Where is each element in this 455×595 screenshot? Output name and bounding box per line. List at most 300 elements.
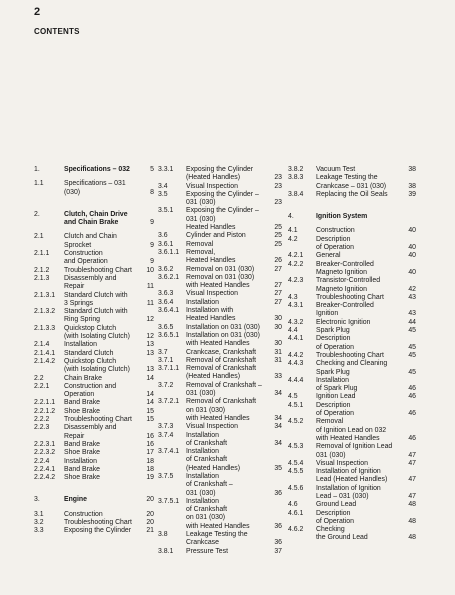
toc-entry-title: Removal of Ignition Lead on 032 with Heated Handles — [316, 418, 387, 442]
toc-entry — [288, 319, 416, 327]
toc-entry-title: Quickstop Clutch (with Isolating Clutch) — [64, 357, 130, 374]
toc-entry-title: Removal — [186, 240, 214, 248]
toc-entry-page: 31 — [274, 356, 282, 364]
toc-entry — [288, 377, 416, 394]
toc-entry-number: 2. — [34, 210, 40, 218]
toc-entry — [288, 236, 416, 253]
toc-entry — [288, 294, 416, 302]
toc-entry — [34, 416, 154, 424]
toc-entry-number: 2.1.1 — [34, 250, 50, 258]
toc-entry-number: 2.2.1.1 — [34, 399, 56, 407]
toc-entry-number: 2.1.4 — [34, 341, 50, 349]
toc-entry-title: Band Brake — [64, 399, 101, 407]
toc-entry-number: 1.1 — [34, 180, 44, 188]
toc-entry-page: 11 — [146, 299, 154, 307]
toc-entry — [158, 191, 282, 208]
toc-entry-page: 43 — [408, 293, 416, 301]
toc-entry-number: 3.3.1 — [158, 166, 174, 173]
toc-entry — [288, 252, 416, 260]
toc-entry-title: Troubleshooting Chart — [316, 351, 384, 359]
toc-entry-number: 2.1.3.2 — [34, 308, 56, 316]
toc-entry — [158, 548, 282, 556]
toc-entry-title: Standard Clutch — [64, 349, 114, 357]
toc-entry-title: Visual Inspection — [316, 459, 368, 467]
toc-entry-title: Spark Plug — [316, 327, 350, 335]
toc-entry-number: 3.5.1 — [158, 207, 174, 215]
toc-entry-page: 46 — [408, 385, 416, 393]
toc-entry-number: 2.1.4.1 — [34, 349, 56, 357]
toc-entry — [288, 191, 416, 199]
toc-entry — [34, 441, 154, 449]
toc-entry — [158, 307, 282, 324]
toc-entry — [34, 250, 154, 267]
toc-entry — [158, 432, 282, 449]
toc-entry-number: 3. — [34, 496, 40, 504]
toc-entry-title: Leakage Testing the Crankcase — [186, 531, 248, 547]
toc-entry-title: Removal of Crankshaft (Heated Handles) — [186, 365, 257, 381]
toc-entry — [34, 375, 154, 383]
toc-entry — [288, 335, 416, 352]
toc-entry-page: 45 — [408, 351, 416, 359]
toc-entry-number: 4.5.5 — [288, 468, 304, 476]
toc-entry-number: 3.8.1 — [158, 547, 174, 555]
toc-entry-title: Vacuum Test — [316, 166, 356, 173]
toc-entry-page: 13 — [146, 366, 154, 374]
toc-column-1 — [34, 166, 154, 536]
toc-entry — [158, 357, 282, 365]
toc-entry-title: Leakage Testing the Crankcase – 031 (030) — [316, 174, 387, 190]
toc-entry-title: Installation of Crankshaft — [186, 431, 227, 447]
toc-entry — [288, 402, 416, 419]
toc-entry-title: Exposing the Cylinder – 031 (030) Heated Handles — [186, 207, 259, 232]
toc-entry-number: 3.7.4.1 — [158, 448, 180, 456]
toc-entry — [288, 327, 416, 335]
toc-entry-page: 47 — [408, 459, 416, 467]
toc-entry-number: 3.6.2.1 — [158, 273, 180, 281]
toc-entry — [288, 360, 416, 377]
toc-entry-number: 4.4.2 — [288, 351, 304, 359]
toc-entry — [288, 261, 416, 278]
toc-entry-number: 4.5.3 — [288, 443, 304, 451]
toc-entry-title: Exposing the Cylinder – 031 (030) — [186, 190, 259, 207]
toc-entry — [34, 399, 154, 407]
toc-entry-number: 3.8.3 — [288, 174, 304, 182]
toc-entry-number: 4.5 — [288, 393, 298, 401]
toc-entry — [34, 519, 154, 527]
toc-entry — [288, 166, 416, 174]
toc-entry-number: 3.6.3 — [158, 290, 174, 298]
toc-entry-page: 45 — [408, 327, 416, 335]
toc-entry-page: 38 — [408, 182, 416, 190]
toc-entry — [288, 174, 416, 191]
toc-entry-number: 4.2 — [288, 235, 298, 243]
toc-entry-number: 2.2.1.2 — [34, 407, 56, 415]
toc-entry-number: 3.7.1 — [158, 356, 174, 364]
toc-entry — [158, 324, 282, 332]
toc-entry-number: 4.4.1 — [288, 335, 304, 343]
toc-entry-title: Installation — [186, 298, 219, 306]
toc-entry-number: 3.4 — [158, 182, 168, 190]
toc-entry — [34, 308, 154, 325]
toc-entry — [158, 166, 282, 183]
toc-entry — [288, 393, 416, 401]
toc-entry-number: 4.2.2 — [288, 260, 304, 268]
toc-entry-number: 3.3 — [34, 527, 44, 535]
toc-entry-number: 2.2.4.1 — [34, 465, 56, 473]
toc-entry-title: Clutch, Chain Drive and Chain Brake — [64, 210, 128, 227]
toc-entry-title: Electronic Ignition — [316, 318, 371, 326]
toc-entry — [288, 485, 416, 502]
toc-entry-page: 18 — [146, 457, 154, 465]
toc-entry-page: 34 — [274, 390, 282, 398]
toc-entry-title: Disassembly and Repair — [64, 424, 117, 440]
toc-entry-title: Exposing the Cylinder (Heated Handles) — [186, 166, 254, 182]
toc-entry-page: 36 — [274, 489, 282, 497]
toc-entry-page: 17 — [146, 449, 154, 457]
toc-entry-number: 4.5.4 — [288, 459, 304, 467]
toc-entry-number: 3.2 — [34, 518, 44, 526]
toc-entry-title: Visual Inspection — [186, 423, 238, 431]
toc-entry-page: 48 — [408, 517, 416, 525]
toc-entry-number: 2.2.4 — [34, 457, 50, 465]
toc-entry-page: 31 — [274, 348, 282, 356]
toc-entry-page: 36 — [274, 539, 282, 547]
toc-entry — [34, 211, 154, 228]
toc-entry-number: 3.7.5 — [158, 472, 174, 480]
toc-entry-number: 3.7.5.1 — [158, 497, 180, 505]
toc-entry-page: 30 — [274, 323, 282, 331]
toc-entry-page: 27 — [274, 265, 282, 273]
toc-entry-number: 4.6.2 — [288, 526, 304, 534]
toc-entry-title: Installation of Crankshaft on 031 (030) with Heated Handles — [186, 497, 250, 530]
toc-entry-number: 4.2.1 — [288, 252, 304, 260]
toc-entry-number: 3.6.4.1 — [158, 307, 180, 315]
toc-entry-title: Construction and Operation — [64, 382, 117, 399]
toc-entry-number: 3.6.4 — [158, 298, 174, 306]
toc-entry-title: Construction and Operation — [64, 250, 108, 266]
toc-entry-page: 26 — [274, 257, 282, 265]
toc-entry-number: 4.3.2 — [288, 318, 304, 326]
toc-entry — [158, 398, 282, 423]
toc-entry-number: 2.2.1 — [34, 382, 50, 390]
toc-entry-page: 45 — [408, 343, 416, 351]
toc-entry-title: Construction — [64, 510, 103, 518]
toc-entry — [158, 498, 282, 531]
toc-entry-number: 4.5.1 — [288, 401, 304, 409]
toc-entry — [158, 241, 282, 249]
toc-entry — [288, 213, 416, 221]
toc-entry — [288, 418, 416, 443]
toc-entry-title: Removal of Crankshaft – 031 (030) — [186, 381, 262, 398]
toc-entry-page: 15 — [146, 407, 154, 415]
toc-entry — [158, 473, 282, 498]
toc-entry-number: 2.2.3.2 — [34, 449, 56, 457]
toc-entry-number: 3.6.5 — [158, 323, 174, 331]
toc-entry-page: 30 — [274, 315, 282, 323]
toc-entry-page: 48 — [408, 534, 416, 542]
toc-entry — [158, 531, 282, 548]
toc-entry — [34, 408, 154, 416]
toc-entry-title: Specifications – 031 (030) — [64, 180, 126, 196]
toc-entry-number: 2.2.2 — [34, 416, 50, 424]
toc-entry-title: Removal of Crankshaft on 031 (030) with Heated Handles — [186, 398, 257, 422]
toc-entry — [34, 275, 154, 292]
toc-entry-title: Troubleshooting Chart — [64, 518, 132, 526]
toc-entry — [34, 383, 154, 400]
toc-entry-number: 3.6 — [158, 232, 168, 240]
toc-entry-title: Description of Operation — [316, 335, 354, 351]
toc-entry-title: Shoe Brake — [64, 474, 101, 482]
toc-entry — [34, 424, 154, 441]
toc-entry — [34, 350, 154, 358]
toc-entry-page: 8 — [150, 188, 154, 196]
toc-entry — [34, 474, 154, 482]
toc-entry-page: 40 — [408, 252, 416, 260]
toc-entry — [158, 290, 282, 298]
toc-entry-page: 34 — [274, 414, 282, 422]
toc-entry-number: 3.7.2 — [158, 381, 174, 389]
toc-entry-title: Installation — [64, 457, 97, 465]
toc-entry-title: Installation on 031 (030) — [186, 323, 260, 331]
toc-entry-title: Description of Operation — [316, 509, 354, 525]
toc-entry-page: 10 — [146, 266, 154, 274]
toc-entry-title: Installation on 031 (030) with Heated Handles — [186, 331, 260, 348]
toc-entry-page: 42 — [408, 285, 416, 293]
toc-entry-page: 16 — [146, 440, 154, 448]
toc-entry-page: 33 — [274, 373, 282, 381]
toc-column-2 — [158, 166, 282, 556]
toc-entry — [34, 358, 154, 375]
toc-column-3 — [288, 166, 416, 543]
toc-entry — [34, 292, 154, 309]
toc-entry-page: 23 — [274, 174, 282, 182]
toc-entry-page: 27 — [274, 290, 282, 298]
toc-entry-page: 23 — [274, 199, 282, 207]
toc-entry-page: 14 — [146, 391, 154, 399]
toc-entry-page: 9 — [150, 241, 154, 249]
toc-entry-title: Replacing the Oil Seals — [316, 190, 388, 198]
toc-entry-title: Exposing the Cylinder — [64, 527, 132, 535]
toc-entry-title: Breaker-Controlled Magneto Ignition — [316, 260, 374, 276]
toc-entry-number: 3.7 — [158, 348, 168, 356]
toc-entry-number: 2.1 — [34, 233, 44, 241]
toc-entry-number: 2.1.3 — [34, 274, 50, 282]
toc-entry — [34, 527, 154, 535]
toc-entry-page: 13 — [146, 341, 154, 349]
toc-entry-title: Specifications – 032 — [64, 166, 130, 173]
toc-entry-number: 2.2.3.1 — [34, 440, 56, 448]
toc-entry-page: 27 — [274, 298, 282, 306]
toc-entry-page: 23 — [274, 182, 282, 190]
toc-entry — [288, 277, 416, 294]
toc-entry-title: Checking the Ground Lead — [316, 526, 368, 542]
toc-entry-number: 4.3 — [288, 293, 298, 301]
toc-entry-page: 27 — [274, 282, 282, 290]
page-title: CONTENTS — [34, 27, 80, 36]
toc-entry-title: Removal of Ignition Lead 031 (030) — [316, 443, 393, 459]
toc-entry-page: 20 — [146, 518, 154, 526]
toc-entry-number: 3.7.3 — [158, 423, 174, 431]
toc-entry — [158, 266, 282, 274]
toc-entry-number: 3.7.4 — [158, 431, 174, 439]
toc-entry-page: 9 — [150, 219, 154, 227]
toc-entry — [158, 183, 282, 191]
toc-entry-number: 2.1.3.1 — [34, 291, 56, 299]
toc-entry-number: 1. — [34, 166, 40, 173]
toc-entry — [288, 352, 416, 360]
toc-entry-title: Disassembly and Repair — [64, 274, 117, 291]
toc-entry-page: 37 — [274, 547, 282, 555]
toc-entry — [34, 233, 154, 250]
toc-entry-title: Removal on 031 (030) — [186, 265, 255, 273]
toc-entry-number: 4.5.6 — [288, 484, 304, 492]
toc-entry — [288, 526, 416, 543]
toc-entry-page: 34 — [274, 439, 282, 447]
toc-entry-page: 48 — [408, 501, 416, 509]
toc-entry-page: 39 — [408, 190, 416, 198]
toc-entry-number: 4.3.1 — [288, 302, 304, 310]
toc-entry — [34, 511, 154, 519]
toc-entry-number: 3.8.2 — [288, 166, 304, 173]
toc-entry-title: Cylinder and Piston — [186, 232, 246, 240]
toc-entry-title: Installation with Heated Handles — [186, 307, 236, 323]
toc-entry-page: 25 — [274, 240, 282, 248]
toc-entry — [288, 501, 416, 509]
toc-entry-title: Troubleshooting Chart — [64, 416, 132, 424]
toc-entry — [288, 227, 416, 235]
toc-entry-title: Shoe Brake — [64, 407, 101, 415]
toc-entry — [34, 325, 154, 342]
toc-entry-title: Troubleshooting Chart — [316, 293, 384, 301]
toc-entry — [158, 349, 282, 357]
toc-entry-title: General — [316, 252, 341, 260]
toc-entry — [34, 449, 154, 457]
toc-entry-title: Removal on 031 (030) with Heated Handles — [186, 273, 255, 290]
toc-entry-number: 2.1.4.2 — [34, 357, 56, 365]
toc-entry-number: 3.1 — [34, 510, 44, 518]
toc-entry-page: 47 — [408, 451, 416, 459]
toc-entry-page: 5 — [150, 166, 154, 173]
toc-entry-page: 25 — [274, 232, 282, 240]
toc-entry-page: 40 — [408, 227, 416, 235]
toc-entry — [34, 466, 154, 474]
toc-entry — [288, 468, 416, 485]
toc-entry-page: 21 — [146, 527, 154, 535]
toc-entry-title: Visual Inspection — [186, 290, 238, 298]
toc-entry-number: 4.4.4 — [288, 376, 304, 384]
toc-entry-title: Ignition System — [316, 213, 368, 221]
toc-entry-number: 4.5.2 — [288, 418, 304, 426]
toc-entry-title: Removal, Heated Handles — [186, 248, 236, 265]
toc-entry-number: 4.2.3 — [288, 277, 304, 285]
toc-entry-title: Clutch and Chain Sprocket — [64, 233, 117, 249]
toc-entry-page: 20 — [146, 496, 154, 504]
toc-entry-number: 2.1.2 — [34, 266, 50, 274]
toc-entry-page: 34 — [274, 423, 282, 431]
toc-entry — [158, 207, 282, 232]
toc-entry-page: 47 — [408, 476, 416, 484]
toc-entry — [158, 365, 282, 382]
toc-entry-page: 46 — [408, 410, 416, 418]
toc-entry-page: 38 — [408, 166, 416, 173]
toc-entry — [158, 299, 282, 307]
toc-entry — [158, 249, 282, 266]
toc-entry-title: Checking and Cleaning Spark Plug — [316, 360, 388, 376]
toc-entry-title: Standard Clutch with 3 Springs — [64, 291, 128, 307]
toc-entry-page: 12 — [146, 316, 154, 324]
toc-entry-title: Construction — [316, 227, 355, 235]
toc-entry-page: 12 — [146, 333, 154, 341]
toc-entry-title: Engine — [64, 496, 87, 504]
page-number: 2 — [34, 6, 41, 18]
toc-entry-number: 4. — [288, 213, 294, 221]
toc-entry-title: Ground Lead — [316, 501, 357, 509]
toc-entry-page: 35 — [274, 464, 282, 472]
toc-entry-page: 11 — [146, 283, 154, 291]
toc-entry-number: 4.4 — [288, 327, 298, 335]
toc-entry-number: 3.5 — [158, 190, 168, 198]
toc-entry-title: Standard Clutch with Ring Spring — [64, 308, 128, 324]
toc-entry — [288, 460, 416, 468]
toc-entry-title: Installation of Ignition Lead (Heated Handles) — [316, 468, 388, 484]
toc-entry-title: Installation of Crankshaft (Heated Handles) — [186, 448, 241, 472]
toc-entry — [34, 180, 154, 197]
toc-entry — [158, 332, 282, 349]
toc-entry — [34, 341, 154, 349]
toc-entry-page: 40 — [408, 244, 416, 252]
toc-entry-title: Band Brake — [64, 465, 101, 473]
toc-entry-number: 2.1.3.3 — [34, 324, 56, 332]
toc-entry — [288, 510, 416, 527]
toc-entry — [158, 423, 282, 431]
toc-entry-title: Description of Operation — [316, 235, 354, 252]
toc-entry-number: 3.7.2.1 — [158, 398, 180, 406]
toc-entry-number: 3.7.1.1 — [158, 365, 180, 373]
toc-entry-page: 19 — [146, 474, 154, 482]
toc-entry — [288, 302, 416, 319]
toc-entry-page: 46 — [408, 434, 416, 442]
toc-entry-page: 44 — [408, 318, 416, 326]
toc-entry-page: 40 — [408, 268, 416, 276]
toc-entry-page: 13 — [146, 349, 154, 357]
toc-entry-title: Installation of Crankshaft – 031 (030) — [186, 472, 233, 497]
toc-entry-number: 3.6.2 — [158, 265, 174, 273]
toc-entry-number: 4.6 — [288, 501, 298, 509]
toc-entry-title: Crankcase, Crankshaft — [186, 348, 257, 356]
toc-entry-number: 2.2 — [34, 374, 44, 382]
toc-entry-page: 25 — [274, 224, 282, 232]
toc-entry-title: Removal of Crankshaft — [186, 356, 257, 364]
toc-entry-title: Installation of Spark Plug — [316, 376, 358, 393]
toc-entry-page: 45 — [408, 368, 416, 376]
toc-entry-page: 18 — [146, 465, 154, 473]
toc-entry-title: Installation of Ignition Lead – 031 (030) — [316, 484, 381, 500]
toc-entry — [158, 232, 282, 240]
toc-entry-number: 4.4.3 — [288, 360, 304, 368]
toc-entry-number: 3.8 — [158, 531, 168, 539]
toc-entry-page: 43 — [408, 310, 416, 318]
toc-entry-number: 2.2.3 — [34, 424, 50, 432]
toc-entry-number: 4.6.1 — [288, 509, 304, 517]
toc-entry-title: Pressure Test — [186, 547, 228, 555]
toc-entry-number: 4.1 — [288, 227, 298, 235]
toc-entry-title: Band Brake — [64, 440, 101, 448]
toc-entry — [288, 443, 416, 460]
toc-entry — [158, 274, 282, 291]
toc-entry-title: Transistor-Controlled Magneto Ignition — [316, 277, 381, 293]
toc-entry-page: 36 — [274, 522, 282, 530]
toc-entry — [158, 448, 282, 473]
